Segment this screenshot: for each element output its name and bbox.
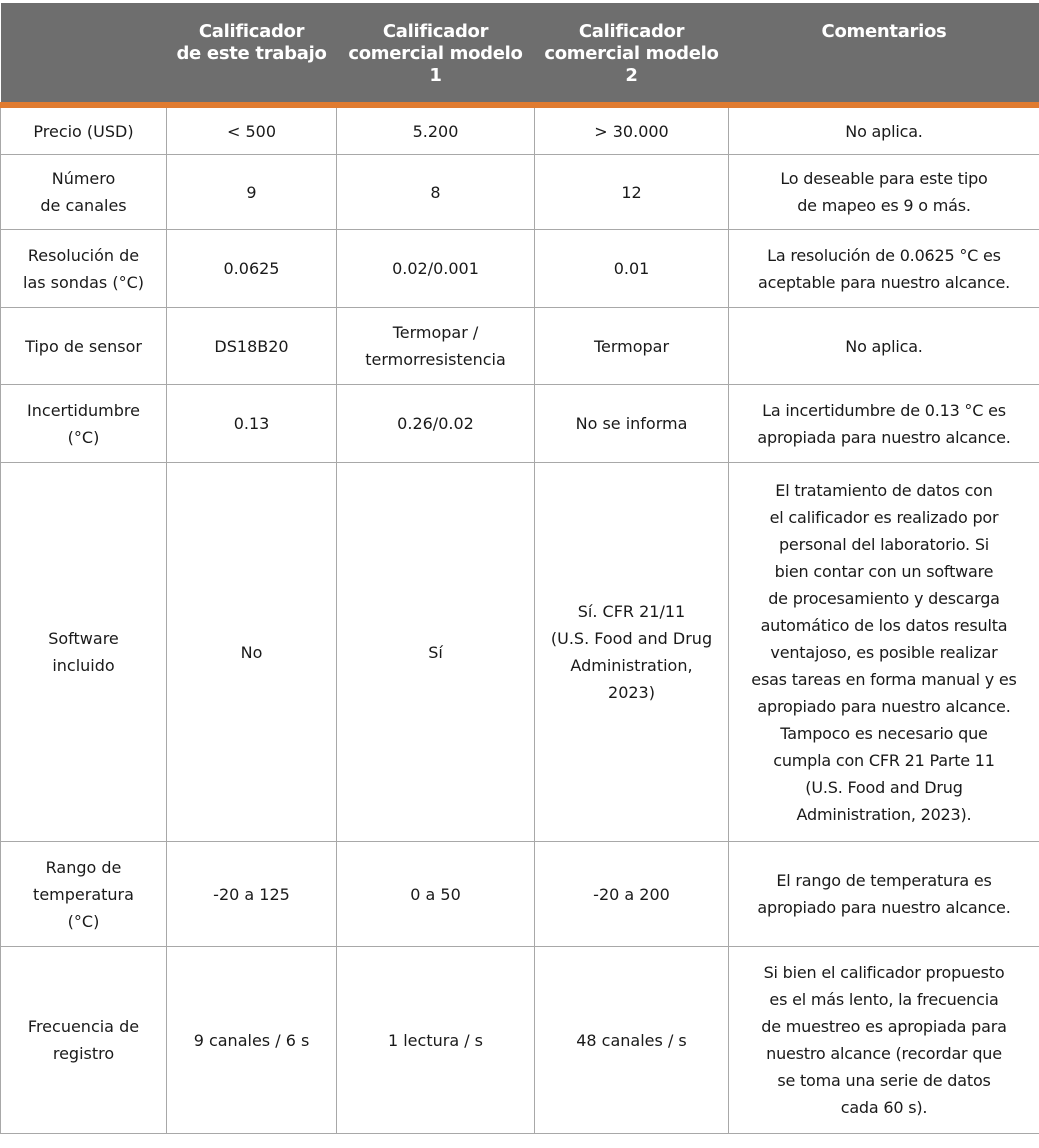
table-row <box>1 105 1039 155</box>
cell-text-line: de muestreo es apropiada para <box>761 1017 1007 1036</box>
cell-model-2 <box>535 947 729 1134</box>
cell-text-line: temperatura <box>33 884 134 904</box>
table-row <box>1 230 1039 308</box>
header-line: 1 <box>429 65 442 86</box>
cell-text-line: (U.S. Food and Drug <box>805 777 963 797</box>
cell-text-line: (°C) <box>67 427 100 447</box>
cell-comment <box>729 463 1039 842</box>
cell-text-line: 5.200 <box>412 121 459 141</box>
cell-text-line: 0 a 50 <box>410 884 461 904</box>
row-label <box>1 842 167 947</box>
cell-this-work <box>167 947 337 1134</box>
header-model-1 <box>337 3 535 105</box>
cell-text-line: Frecuencia de <box>27 1017 140 1036</box>
table-row <box>1 308 1039 385</box>
cell-text-line: 1 lectura / s <box>387 1030 484 1050</box>
header-line: Comentarios <box>821 21 947 42</box>
cell-text-line: Incertidumbre <box>27 400 140 420</box>
header-line: 2 <box>625 65 638 86</box>
cell-text-line: apropiado para nuestro alcance. <box>757 898 1011 917</box>
table-row <box>1 155 1039 230</box>
cell-comment <box>729 155 1039 230</box>
cell-text-line: ventajoso, es posible realizar <box>770 642 998 662</box>
table-row <box>1 842 1039 947</box>
cell-comment <box>729 842 1039 947</box>
cell-text-line: registro <box>52 1044 115 1063</box>
cell-text-line: se toma una serie de datos <box>777 1071 991 1090</box>
row-label <box>1 463 167 842</box>
header-line: de este trabajo <box>176 43 327 64</box>
header-model-2 <box>535 3 729 105</box>
cell-text-line: apropiada para nuestro alcance. <box>757 427 1011 447</box>
cell-comment <box>729 947 1039 1134</box>
cell-text-line: personal del laboratorio. Si <box>778 534 990 554</box>
cell-this-work <box>167 842 337 947</box>
cell-text-line: No aplica. <box>845 121 923 141</box>
cell-text-line: nuestro alcance (recordar que <box>766 1044 1002 1063</box>
cell-text-line: Termopar <box>593 336 670 356</box>
cell-text-line: automático de los datos resulta <box>760 615 1008 635</box>
cell-text-line: > 30.000 <box>594 121 669 141</box>
cell-text-line: 9 canales / 6 s <box>193 1030 310 1050</box>
row-label <box>1 385 167 463</box>
cell-model-1 <box>337 385 535 463</box>
cell-text-line: Sí <box>428 642 443 662</box>
cell-comment <box>729 105 1039 155</box>
cell-this-work <box>167 308 337 385</box>
cell-text-line: 0.01 <box>613 259 650 278</box>
cell-text-line: 2023) <box>608 683 655 702</box>
cell-text-line: Termopar / <box>392 323 479 342</box>
cell-text-line: Tipo de sensor <box>25 336 142 356</box>
cell-this-work <box>167 230 337 308</box>
cell-text-line: Lo deseable para este tipo <box>780 169 988 188</box>
cell-text-line: aceptable para nuestro alcance. <box>758 272 1010 292</box>
table-row <box>1 385 1039 463</box>
header-comments <box>729 3 1039 105</box>
cell-comment <box>729 385 1039 463</box>
row-label <box>1 155 167 230</box>
cell-this-work <box>167 105 337 155</box>
cell-this-work <box>167 155 337 230</box>
cell-text-line: incluido <box>52 656 115 675</box>
cell-text-line: Precio (USD) <box>33 121 134 141</box>
cell-text-line: de canales <box>40 196 127 215</box>
cell-text-line: 0.0625 <box>223 259 280 278</box>
cell-model-1 <box>337 308 535 385</box>
table-row <box>1 463 1039 842</box>
row-label <box>1 947 167 1134</box>
cell-text-line: es el más lento, la frecuencia <box>769 990 999 1009</box>
cell-model-1 <box>337 230 535 308</box>
cell-text-line: No aplica. <box>845 336 923 356</box>
cell-model-1 <box>337 842 535 947</box>
cell-model-2 <box>535 155 729 230</box>
cell-text-line: 12 <box>621 182 642 202</box>
cell-this-work <box>167 463 337 842</box>
header-line: Calificador <box>578 21 685 42</box>
row-label <box>1 105 167 155</box>
cell-text-line: Administration, 2023). <box>796 804 972 824</box>
cell-model-2 <box>535 105 729 155</box>
cell-text-line: (U.S. Food and Drug <box>550 629 713 648</box>
cell-model-1 <box>337 463 535 842</box>
cell-model-2 <box>535 842 729 947</box>
cell-text-line: Sí. CFR 21/11 <box>577 602 686 621</box>
header-empty <box>1 3 167 105</box>
cell-comment <box>729 308 1039 385</box>
cell-text-line: 0.26/0.02 <box>397 414 474 433</box>
cell-text-line: La resolución de 0.0625 °C es <box>767 245 1001 265</box>
cell-text-line: El tratamiento de datos con <box>775 480 993 500</box>
row-label <box>1 308 167 385</box>
cell-text-line: bien contar con un software <box>774 561 994 581</box>
cell-model-1 <box>337 105 535 155</box>
cell-text-line: Administration, <box>570 656 693 675</box>
cell-text-line: (°C) <box>67 911 100 931</box>
table-header <box>1 3 1039 105</box>
cell-text-line: 8 <box>430 182 441 202</box>
cell-model-2 <box>535 230 729 308</box>
cell-text-line: -20 a 200 <box>593 884 670 904</box>
cell-text-line: cumpla con CFR 21 Parte 11 <box>773 750 995 770</box>
cell-model-2 <box>535 463 729 842</box>
header-line: comercial modelo <box>348 43 523 64</box>
header-line: comercial modelo <box>544 43 719 64</box>
cell-model-2 <box>535 308 729 385</box>
cell-text-line: apropiado para nuestro alcance. <box>757 696 1011 716</box>
cell-text-line: 0.02/0.001 <box>392 259 479 278</box>
cell-text-line: 48 canales / s <box>576 1030 687 1050</box>
cell-text-line: No se informa <box>575 414 688 433</box>
row-label <box>1 230 167 308</box>
cell-text-line: El rango de temperatura es <box>776 871 992 890</box>
cell-model-2 <box>535 385 729 463</box>
cell-text-line: Si bien el calificador propuesto <box>763 963 1005 982</box>
header-line: Calificador <box>198 21 305 42</box>
cell-text-line: las sondas (°C) <box>23 272 144 292</box>
cell-text-line: No <box>240 642 263 662</box>
cell-text-line: esas tareas en forma manual y es <box>751 669 1017 689</box>
cell-text-line: 0.13 <box>233 414 270 433</box>
cell-text-line: termorresistencia <box>365 350 506 369</box>
cell-text-line: Software <box>48 629 119 648</box>
cell-text-line: < 500 <box>226 121 277 141</box>
cell-text-line: el calificador es realizado por <box>769 507 999 527</box>
cell-model-1 <box>337 155 535 230</box>
cell-text-line: 9 <box>246 182 257 202</box>
cell-text-line: DS18B20 <box>214 336 289 356</box>
cell-text-line: La incertidumbre de 0.13 °C es <box>762 400 1006 420</box>
table-row <box>1 947 1039 1134</box>
header-line: Calificador <box>382 21 489 42</box>
cell-text-line: Resolución de <box>27 245 140 265</box>
comparison-table <box>0 3 1039 1134</box>
cell-model-1 <box>337 947 535 1134</box>
cell-text-line: Número <box>51 169 116 188</box>
cell-text-line: Rango de <box>45 857 122 877</box>
cell-text-line: Tampoco es necesario que <box>780 723 988 743</box>
cell-text-line: de mapeo es 9 o más. <box>797 196 971 215</box>
cell-text-line: cada 60 s). <box>840 1098 928 1117</box>
table-body <box>1 105 1039 1134</box>
header-this-work <box>167 3 337 105</box>
cell-this-work <box>167 385 337 463</box>
cell-text-line: -20 a 125 <box>213 884 290 904</box>
cell-comment <box>729 230 1039 308</box>
cell-text-line: de procesamiento y descarga <box>768 588 1000 608</box>
